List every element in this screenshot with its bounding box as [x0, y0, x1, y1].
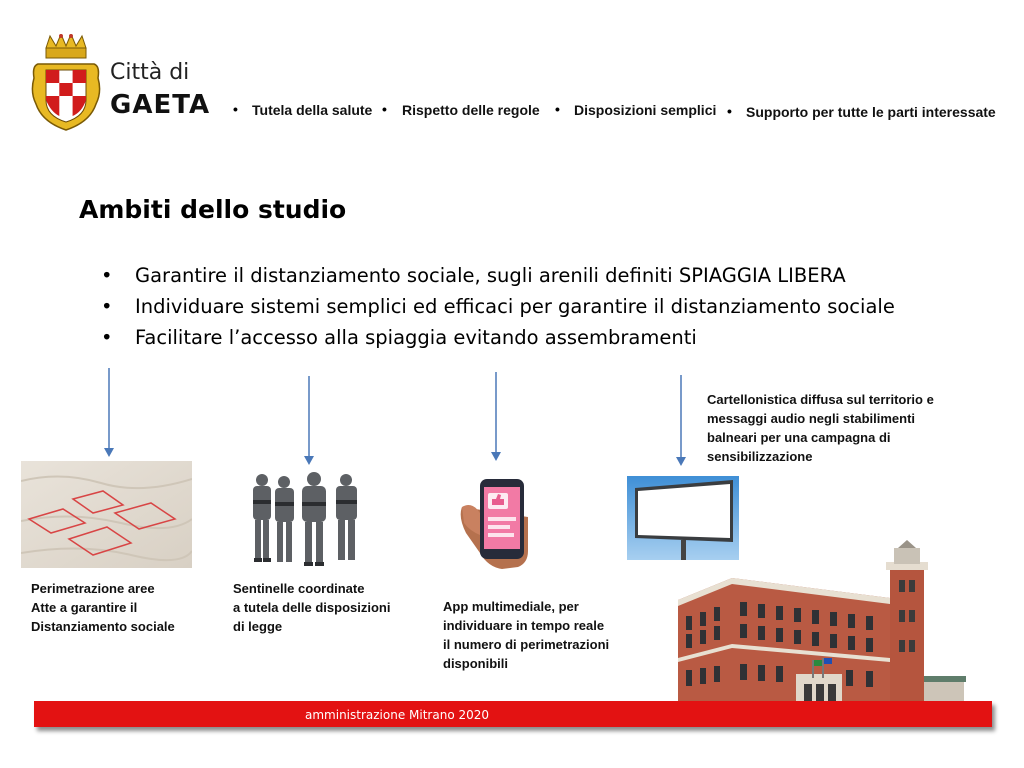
bullet-item: • Facilitare l’accesso alla spiaggia evitando assembramenti	[101, 322, 895, 353]
bullet-item: • Individuare sistemi semplici ed efficaci per garantire il distanziamento sociale	[101, 291, 895, 322]
bullet-list	[101, 260, 895, 353]
arrow-down-icon	[302, 376, 316, 466]
caption-signage	[707, 390, 934, 466]
arrow-down-icon	[489, 372, 503, 462]
caption-line: App multimediale, per	[443, 599, 579, 614]
sentinels-image	[248, 470, 364, 568]
caption-line: Cartellonistica diffusa sul territorio e	[707, 392, 934, 407]
caption-line: il numero di perimetrazioni	[443, 637, 610, 652]
tag-bullet: •	[382, 101, 387, 117]
tag-rules: Rispetto delle regole	[402, 102, 540, 118]
coat-of-arms-logo	[30, 34, 102, 134]
caption-line: Atte a garantire il	[31, 600, 138, 615]
footer-bar	[34, 701, 992, 727]
caption-line: a tutela delle disposizioni	[233, 600, 391, 615]
tag-bullet: •	[727, 103, 732, 119]
caption-line: individuare in tempo reale	[443, 618, 605, 633]
tag-health: Tutela della salute	[252, 102, 373, 118]
city-prefix: Città di	[110, 60, 190, 85]
city-name: GAETA	[110, 90, 211, 120]
tag-bullet: •	[555, 101, 560, 117]
caption-line: Perimetrazione aree	[31, 581, 155, 596]
caption-line: disponibili	[443, 656, 508, 671]
tag-support: Supporto per tutte le parti interessate	[746, 104, 996, 120]
smartphone-app-icon	[458, 477, 532, 573]
tag-bullet: •	[233, 101, 238, 117]
caption-perimeter	[31, 579, 175, 636]
bullet-item: • Garantire il distanziamento sociale, sugli arenili definiti SPIAGGIA LIBERA	[101, 260, 895, 291]
sand-perimeter-image	[21, 461, 192, 568]
caption-line: Distanziamento sociale	[31, 619, 175, 634]
arrow-down-icon	[102, 368, 116, 458]
caption-line: balneari per una campagna di	[707, 430, 891, 445]
town-hall-image	[672, 540, 992, 722]
caption-app	[443, 597, 609, 673]
arrow-down-icon	[674, 375, 688, 467]
tag-simple: Disposizioni semplici	[574, 102, 717, 118]
caption-sentinels	[233, 579, 390, 636]
caption-line: di legge	[233, 619, 283, 634]
caption-line: Sentinelle coordinate	[233, 581, 365, 596]
caption-line: sensibilizzazione	[707, 449, 813, 464]
caption-line: messaggi audio negli stabilimenti	[707, 411, 916, 426]
section-title: Ambiti dello studio	[79, 195, 347, 224]
footer-text: amministrazione Mitrano 2020	[305, 708, 490, 722]
